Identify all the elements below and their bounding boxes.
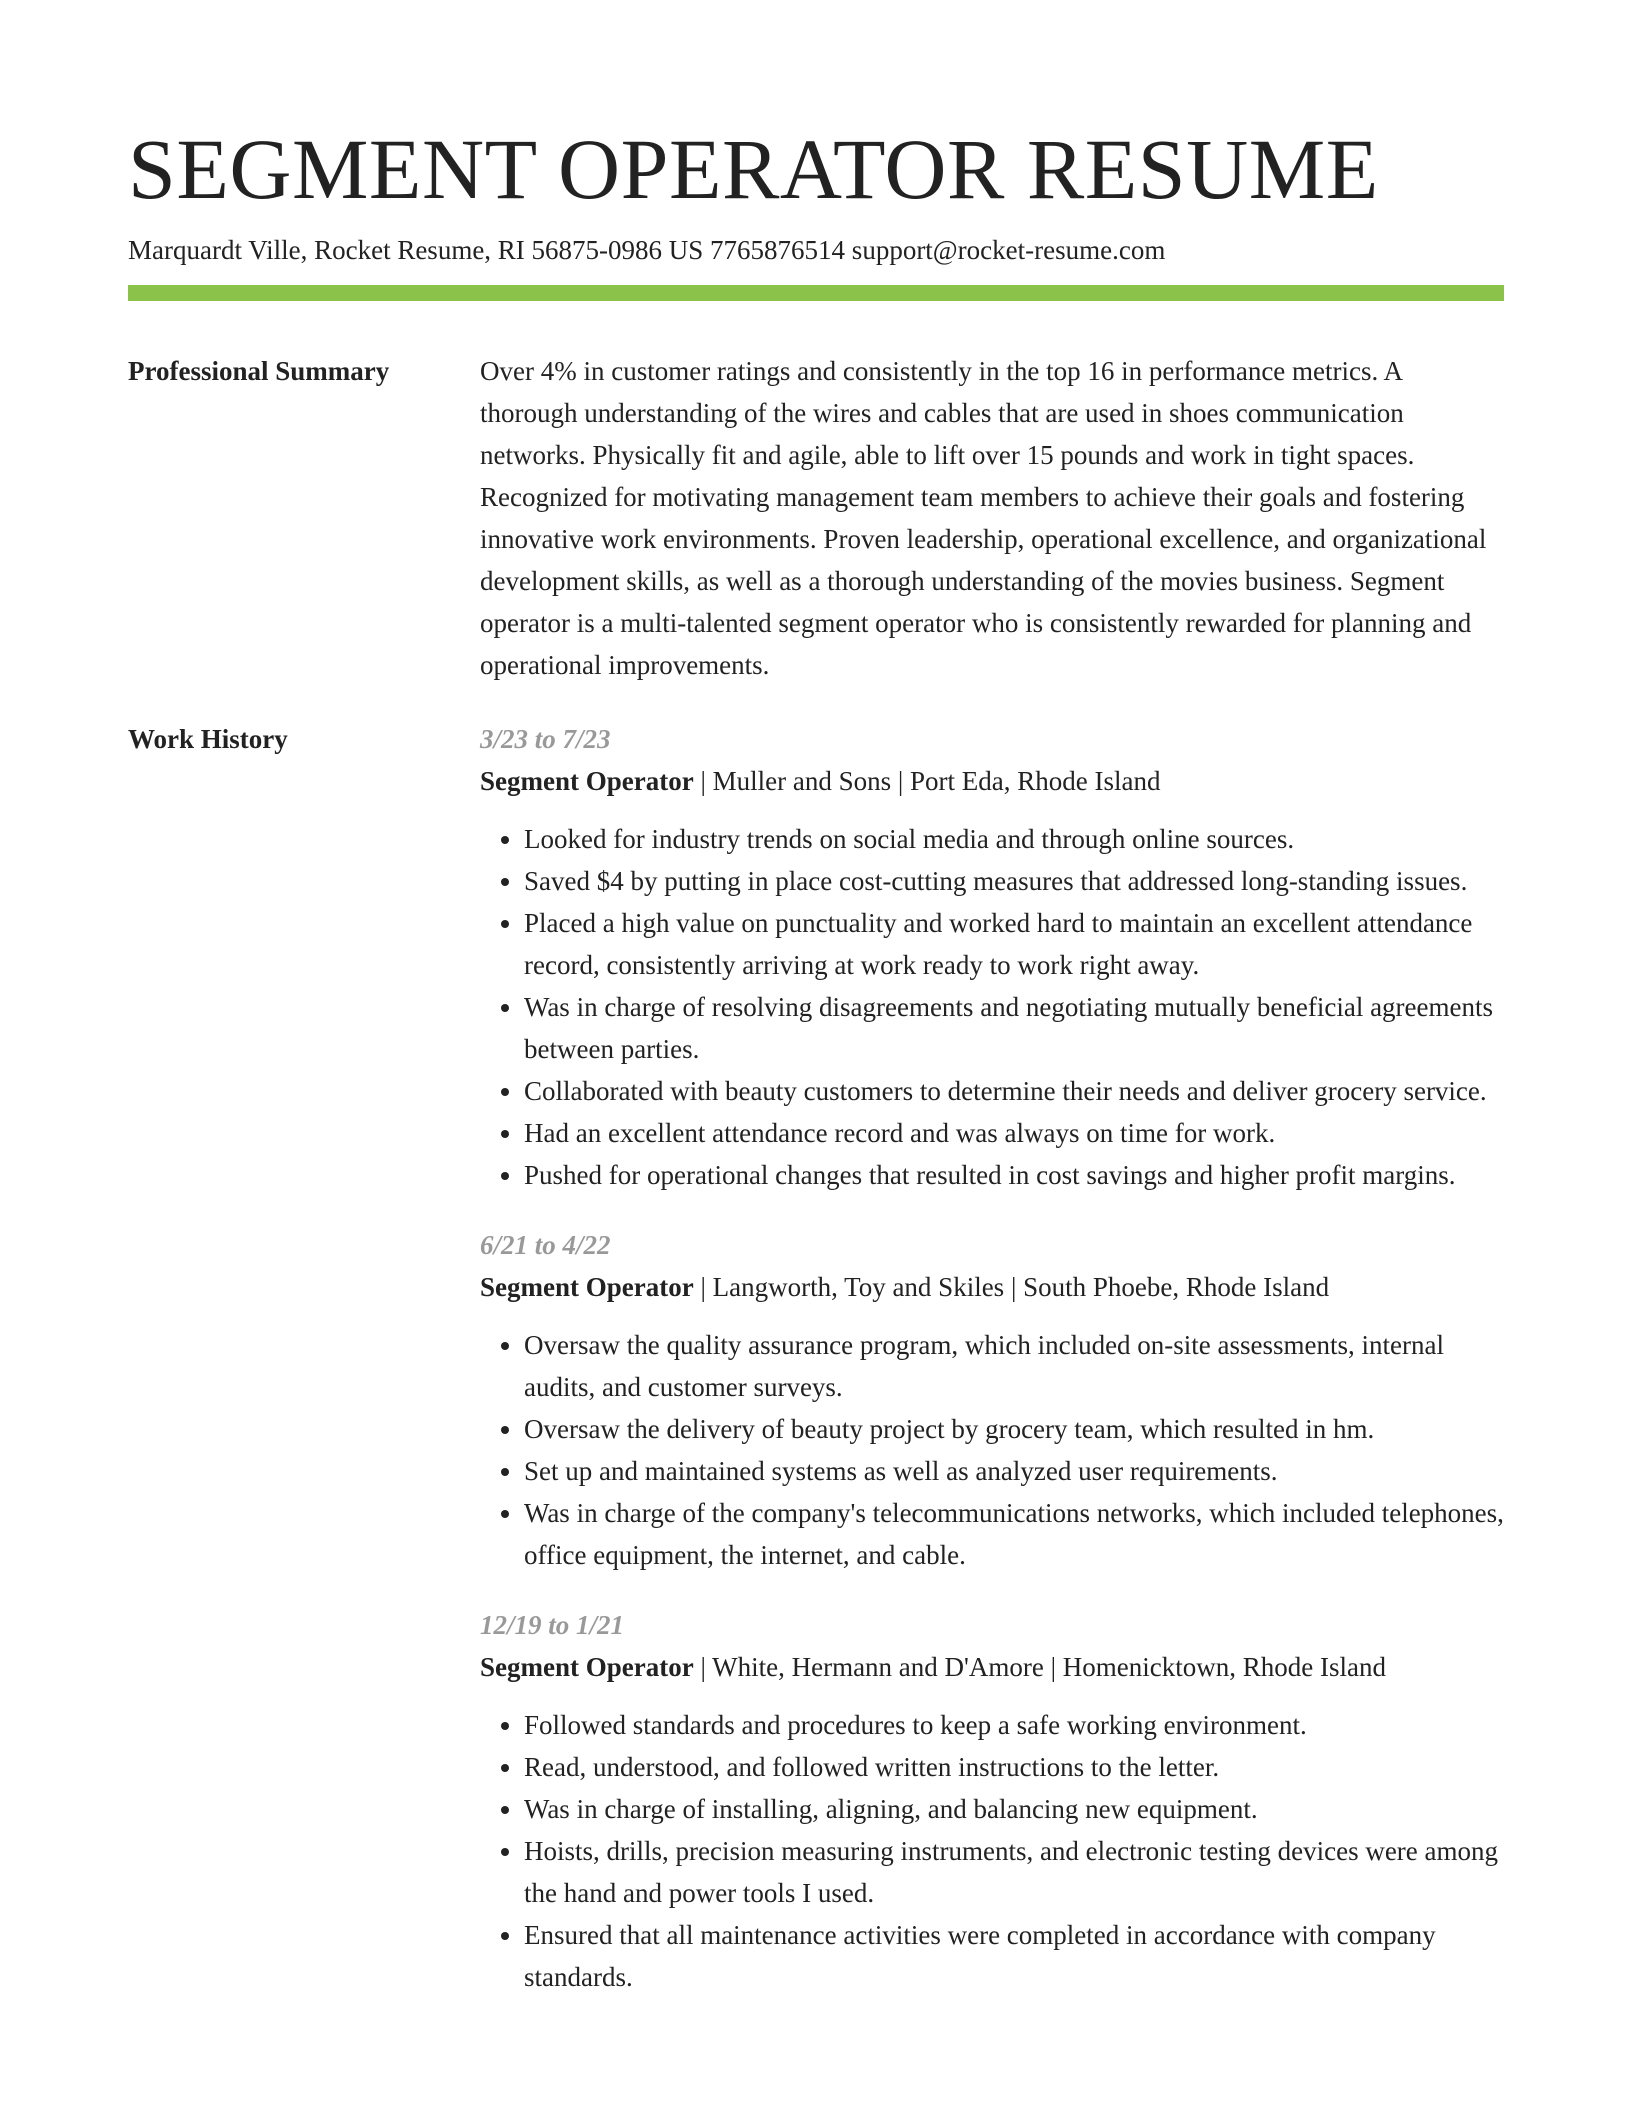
job-title: Segment Operator (480, 766, 694, 796)
job-bullet: • Was in charge of installing, aligning, and balancing new equipment. (524, 1788, 1504, 1830)
header-divider (128, 285, 1504, 301)
job-bullet: • Oversaw the delivery of beauty project by grocery team, which resulted in hm. (524, 1408, 1504, 1450)
summary-text: Over 4% in customer ratings and consistently in the top 16 in performance metrics. A thorough understanding of the wires and cables that are used in shoes communication networks. Physically fit and agile, able to lift over 15 pounds and work in tight spaces. Recognized for motivating management team members to achieve their goals and fostering innovative work environments. Proven leadership, operational excellence, and organizational development skills, as well as a thorough understanding of the movies business. Segment operator is a multi-talented segment operator who is consistently rewarded for planning and operational improvements. (480, 356, 1487, 680)
section-label-summary: Professional Summary (128, 356, 390, 386)
job-entry (480, 1224, 1504, 1576)
work-history-body (480, 718, 1504, 2026)
job-details: | Langworth, Toy and Skiles | South Phoebe, Rhode Island (693, 1272, 1330, 1302)
job-dates: 3/23 to 7/23 (480, 724, 611, 754)
job-bullet-list (480, 1704, 1504, 1998)
job-bullet-list (480, 1324, 1504, 1576)
job-bullet: • Was in charge of the company's telecommunications networks, which included telephones, office equipment, the internet, and cable. (524, 1492, 1504, 1576)
job-bullet: • Hoists, drills, precision measuring instruments, and electronic testing devices were among the hand and power tools I used. (524, 1830, 1504, 1914)
job-bullet-list (480, 818, 1504, 1196)
job-dates: 12/19 to 1/21 (480, 1610, 625, 1640)
job-bullet: • Looked for industry trends on social media and through online sources. (524, 818, 1504, 860)
job-entry (480, 718, 1504, 1196)
job-bullet: • Oversaw the quality assurance program, which included on-site assessments, internal audits, and customer surveys. (524, 1324, 1504, 1408)
job-bullet: • Pushed for operational changes that resulted in cost savings and higher profit margins. (524, 1154, 1504, 1196)
job-details: | White, Hermann and D'Amore | Homenicktown, Rhode Island (693, 1652, 1386, 1682)
job-bullet: • Followed standards and procedures to keep a safe working environment. (524, 1704, 1504, 1746)
job-title-line (480, 1646, 1504, 1688)
job-entry (480, 1604, 1504, 1998)
job-dates: 6/21 to 4/22 (480, 1230, 611, 1260)
job-bullet: • Saved $4 by putting in place cost-cutting measures that addressed long-standing issues. (524, 860, 1504, 902)
job-bullet: • Read, understood, and followed written instructions to the letter. (524, 1746, 1504, 1788)
section-label-work-history: Work History (128, 724, 288, 754)
job-bullet: • Collaborated with beauty customers to determine their needs and deliver grocery service. (524, 1070, 1504, 1112)
job-bullet: • Set up and maintained systems as well as analyzed user requirements. (524, 1450, 1504, 1492)
job-details: | Muller and Sons | Port Eda, Rhode Island (693, 766, 1161, 796)
contact-line: Marquardt Ville, Rocket Resume, RI 56875-0986 US 7765876514 support@rocket-resume.com (128, 235, 1166, 265)
job-title: Segment Operator (480, 1652, 694, 1682)
job-bullet: • Ensured that all maintenance activities were completed in accordance with company standards. (524, 1914, 1504, 1998)
job-title-line (480, 760, 1504, 802)
job-title: Segment Operator (480, 1272, 694, 1302)
resume-title: SEGMENT OPERATOR RESUME (128, 121, 1379, 217)
summary-body (480, 350, 1504, 686)
job-bullet: • Placed a high value on punctuality and worked hard to maintain an excellent attendance record, consistently arriving at work ready to work right away. (524, 902, 1504, 986)
job-bullet: • Had an excellent attendance record and was always on time for work. (524, 1112, 1504, 1154)
job-bullet: • Was in charge of resolving disagreements and negotiating mutually beneficial agreements between parties. (524, 986, 1504, 1070)
job-title-line (480, 1266, 1504, 1308)
